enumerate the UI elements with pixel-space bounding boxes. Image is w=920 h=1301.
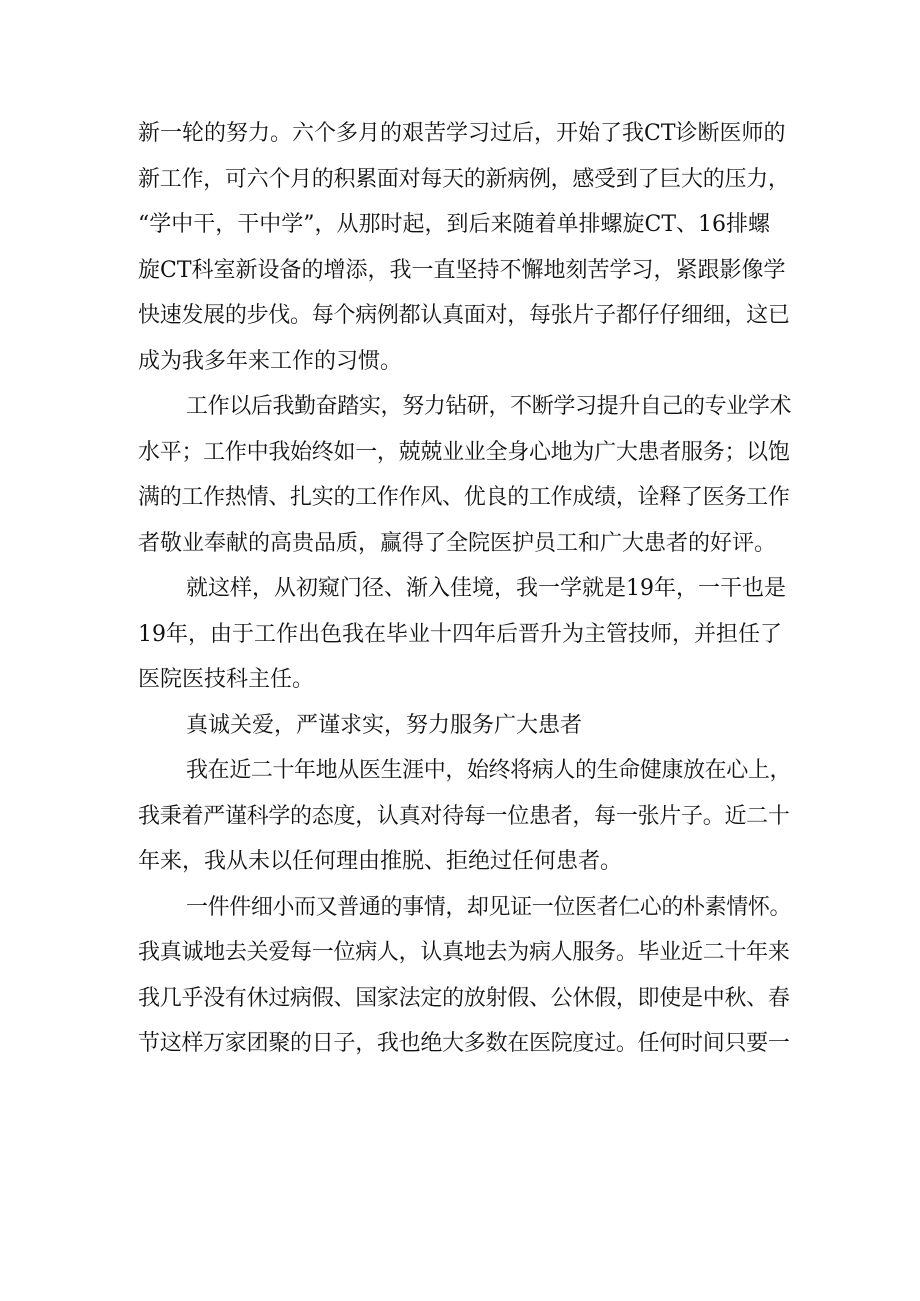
section-heading: 真诚关爱，严谨求实，努力服务广大患者: [186, 712, 583, 738]
document-body: [138, 111, 792, 1067]
paragraph-first-line: 一件件细小而又普通的事情，却见证一位医者仁心的朴素情怀。: [186, 894, 792, 920]
text-line: 新工作，可六个月的积累面对每天的新病例，感受到了巨大的压力，: [138, 166, 790, 192]
paragraph-first-line: 我在近二十年地从医生涯中，始终将病人的生命健康放在心上，: [186, 758, 792, 783]
text-line: 新一轮的努力。六个多月的艰苦学习过后，开始了我CT诊断医师的: [138, 121, 786, 146]
text-line: 水平；工作中我始终如一，兢兢业业全身心地为广大患者服务；以饱: [138, 439, 790, 465]
text-line: 我几乎没有休过病假、国家法定的放射假、公休假，即使是中秋、春: [138, 985, 790, 1011]
text-line: 医院医技科主任。: [138, 667, 315, 692]
text-line: 满的工作热情、扎实的工作作风、优良的工作成绩，诠释了医务工作: [138, 485, 790, 510]
text-line: 19年，由于工作出色我在毕业十四年后晋升为主管技师，并担任了: [138, 621, 782, 647]
text-line: 旋CT科室新设备的增添，我一直坚持不懈地刻苦学习，紧跟影像学: [138, 257, 786, 283]
paragraph-first-line: 就这样，从初窥门径、渐入佳境，我一学就是19年，一干也是: [186, 576, 786, 601]
text-line: 节这样万家团聚的日子，我也绝大多数在医院度过。任何时间只要一: [138, 1031, 790, 1056]
text-line: 我秉着严谨科学的态度，认真对待每一位患者，每一张片子。近二十: [138, 803, 790, 829]
paragraph-first-line: 工作以后我勤奋踏实，努力钻研，不断学习提升自己的专业学术: [186, 394, 792, 419]
text-line: 我真诚地去关爱每一位病人，认真地去为病人服务。毕业近二十年来: [138, 940, 790, 965]
text-line: “学中干，干中学”，从那时起，到后来随着单排螺旋CT、16排螺: [138, 212, 770, 237]
text-line: 快速发展的步伐。每个病例都认真面对，每张片子都仔仔细细，这已: [138, 303, 790, 328]
text-line: 成为我多年来工作的习惯。: [138, 348, 403, 374]
text-line: 年来，我从未以任何理由推脱、拒绝过任何患者。: [138, 849, 623, 874]
text-line: 者敬业奉献的高贵品质，赢得了全院医护员工和广大患者的好评。: [138, 530, 777, 556]
